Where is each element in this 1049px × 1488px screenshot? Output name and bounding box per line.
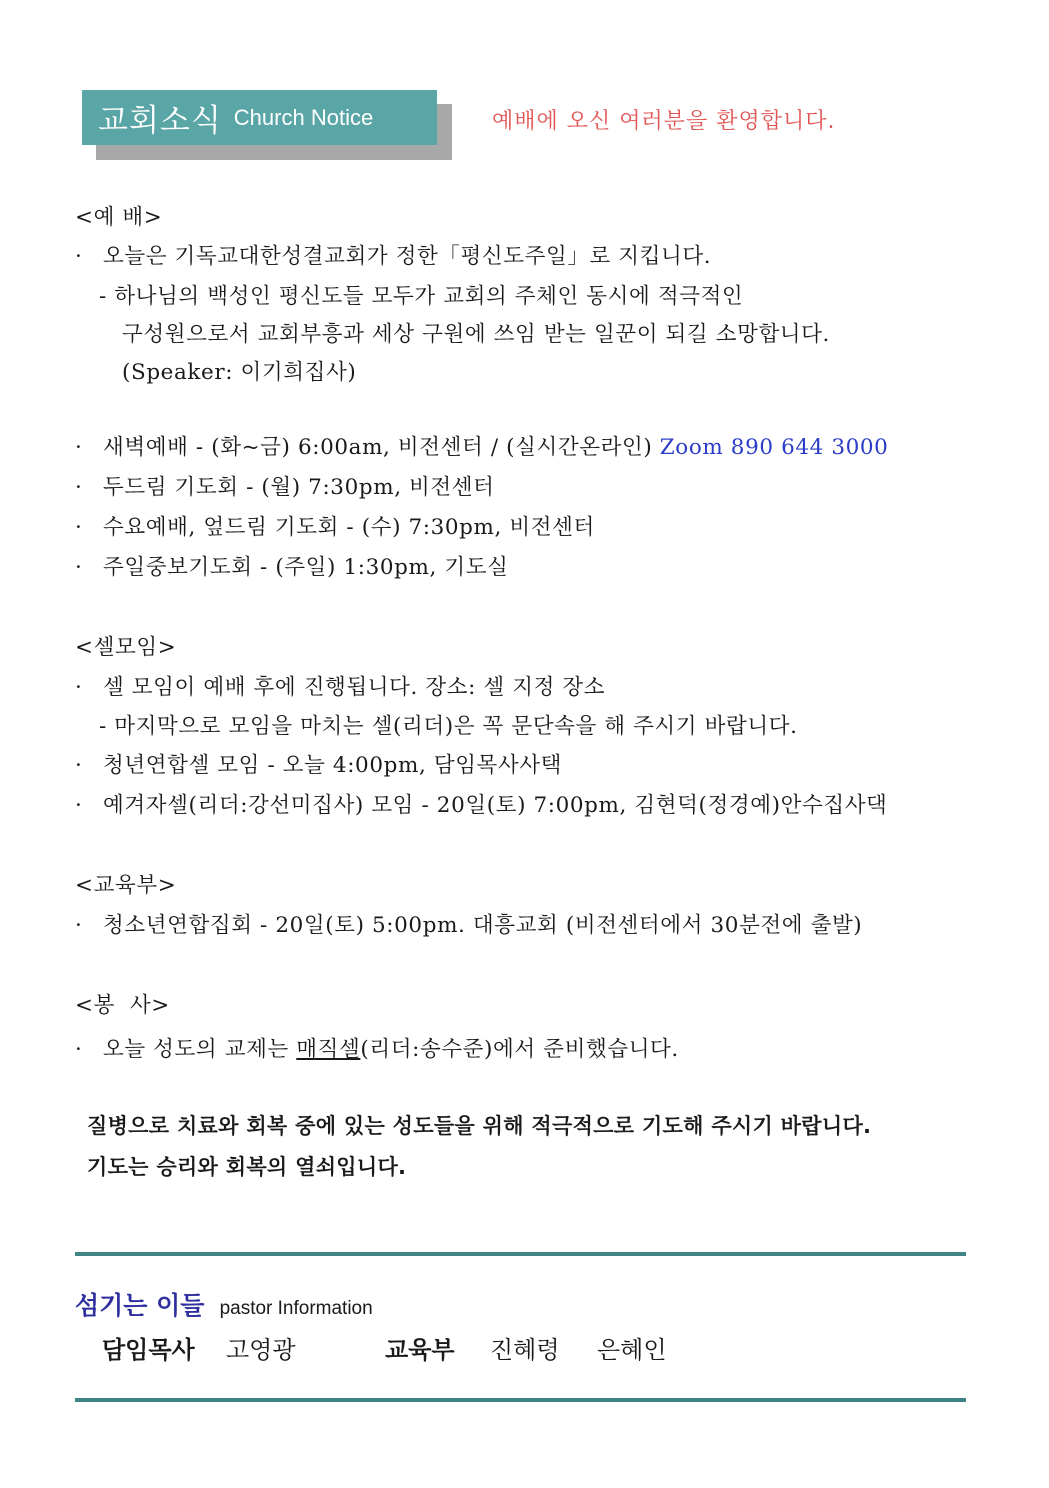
education-line-1: 청소년연합집회 - 20일(토) 5:00pm. 대흥교회 (비전센터에서 30분전에 출발) [103,913,863,938]
divider-top [75,1252,966,1256]
list-item [75,748,562,779]
list-item [75,1032,679,1063]
bullet: · [75,515,83,540]
intercession-prayer: 주일중보기도회 - (주일) 1:30pm, 기도실 [103,555,509,580]
service-cell-name: 매직셀 [296,1037,361,1062]
service-heading: <봉 사> [75,993,170,1018]
staff-role-education: 교육부 [385,1336,455,1364]
list-item [75,670,605,701]
cell-line-2: - 마지막으로 모임을 마치는 셀(리더)은 꼭 문단속을 해 주시기 바랍니다. [99,714,798,739]
cell-line-4: 예겨자셀(리더:강선미집사) 모임 - 20일(토) 7:00pm, 김현덕(정경예)안수집사댁 [103,793,888,818]
worship-speaker: (Speaker: 이기희집사) [122,360,357,385]
list-item [75,239,711,270]
staff-role-senior-pastor: 담임목사 [102,1336,195,1364]
bullet: · [75,244,83,269]
list-item [75,908,862,939]
worship-line-2: - 하나님의 백성인 평신도들 모두가 교회의 주체인 동시에 적극적인 [99,284,744,309]
worship-line-1: 오늘은 기독교대한성결교회가 정한「평신도주일」로 지킵니다. [103,244,712,269]
worship-line-3: 구성원으로서 교회부흥과 세상 구원에 쓰임 받는 일꾼이 되길 소망합니다. [122,322,830,347]
staff-name-education-2: 은혜인 [597,1336,667,1364]
list-item [75,788,887,819]
bullet: · [75,435,83,460]
bullet: · [75,475,83,500]
bullet: · [75,913,83,938]
staff-name-senior-pastor: 고영광 [226,1336,296,1364]
divider-bottom [75,1398,966,1402]
cell-line-3: 청년연합셀 모임 - 오늘 4:00pm, 담임목사사택 [103,753,563,778]
list-item [75,470,495,501]
list-item [75,510,595,541]
cell-heading: <셀모임> [75,635,177,660]
section-title-en: Church Notice [233,104,374,130]
education-heading: <교육부> [75,873,177,898]
staff-name-education-1: 진혜령 [490,1336,560,1364]
section-title-ko: 교회소식 [98,103,222,139]
pastor-title-en: pastor Information [219,1298,373,1319]
welcome-message: 예배에 오신 여러분을 환영합니다. [492,109,836,134]
section-title-box [82,90,437,145]
service-suffix: (리더:송수준)에서 준비했습니다. [360,1037,679,1062]
list-item [75,430,888,461]
bullet: · [75,753,83,778]
pastor-info-title [75,1286,373,1322]
bullet: · [75,793,83,818]
dawn-service-text: 새벽예배 - (화~금) 6:00am, 비전센터 / (실시간온라인) [103,435,660,460]
worship-heading: <예 배> [75,205,163,230]
list-item [75,550,508,581]
bullet: · [75,555,83,580]
prayer-line-1: 질병으로 치료와 회복 중에 있는 성도들을 위해 적극적으로 기도해 주시기 바랍니다. [87,1114,872,1138]
twodream-prayer: 두드림 기도회 - (월) 7:30pm, 비전센터 [103,475,495,500]
cell-line-1: 셀 모임이 예배 후에 진행됩니다. 장소: 셀 지정 장소 [103,675,606,700]
service-prefix: 오늘 성도의 교제는 [103,1037,297,1062]
bullet: · [75,1037,83,1062]
prayer-line-2: 기도는 승리와 회복의 열쇠입니다. [87,1155,407,1179]
zoom-link[interactable]: Zoom 890 644 3000 [659,435,889,460]
wednesday-service: 수요예배, 엎드림 기도회 - (수) 7:30pm, 비전센터 [103,515,595,540]
pastor-title-ko: 섬기는 이들 [75,1291,205,1320]
bullet: · [75,675,83,700]
